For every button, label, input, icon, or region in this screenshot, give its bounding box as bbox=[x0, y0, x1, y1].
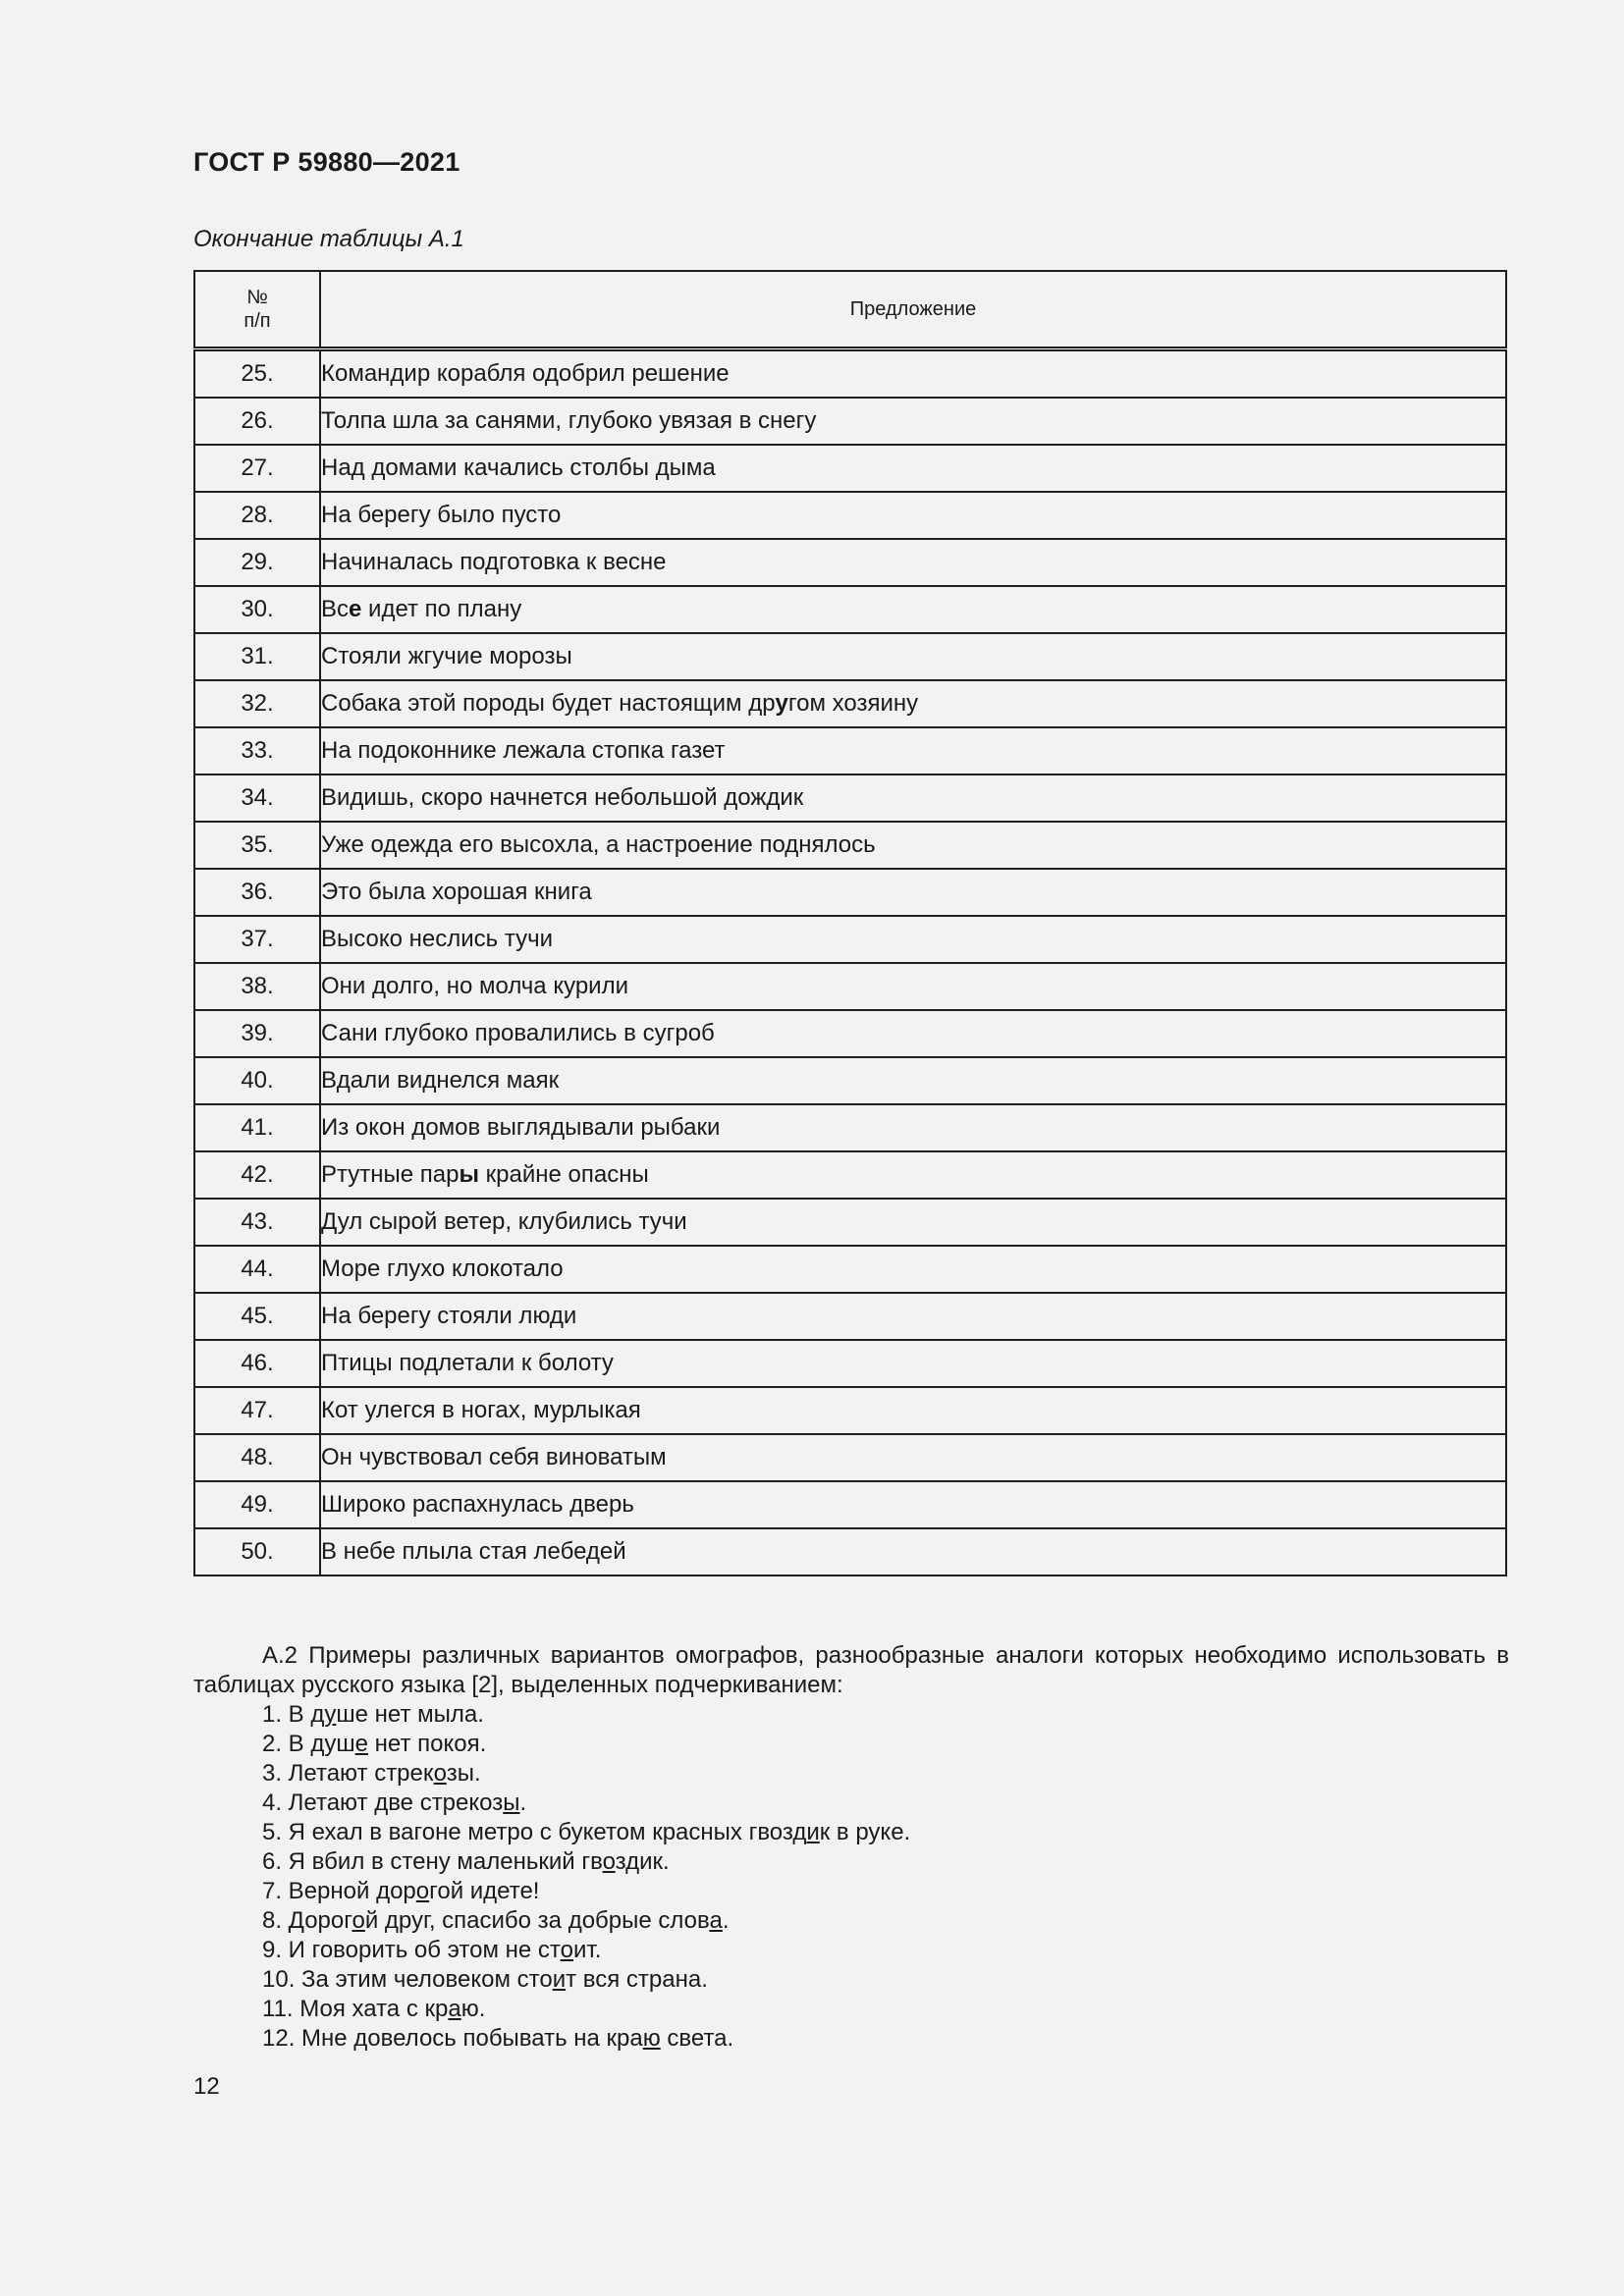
text-fragment: 11. Моя хата с кр bbox=[262, 1996, 449, 2022]
underlined-letter: о bbox=[560, 1937, 573, 1963]
underlined-letter: а bbox=[448, 1996, 461, 2022]
row-number: 33. bbox=[194, 727, 320, 774]
table-row bbox=[194, 916, 1506, 963]
underlined-letter: о bbox=[352, 1907, 365, 1934]
homograph-examples-list bbox=[193, 1700, 1509, 2054]
text-fragment: Начиналась подготовка к весне bbox=[321, 549, 667, 575]
row-sentence bbox=[320, 1481, 1506, 1528]
table-row bbox=[194, 1010, 1506, 1057]
row-sentence bbox=[320, 1293, 1506, 1340]
row-number: 25. bbox=[194, 349, 320, 399]
stressed-letter: е bbox=[349, 596, 362, 622]
row-number: 48. bbox=[194, 1434, 320, 1481]
document-code: ГОСТ Р 59880—2021 bbox=[193, 147, 460, 177]
row-number: 30. bbox=[194, 586, 320, 633]
table-row bbox=[194, 1481, 1506, 1528]
table-row bbox=[194, 1293, 1506, 1340]
text-fragment: Море глухо клокотало bbox=[321, 1255, 564, 1282]
row-number: 37. bbox=[194, 916, 320, 963]
row-number: 32. bbox=[194, 680, 320, 727]
stressed-letter: ы bbox=[459, 1161, 479, 1188]
row-sentence bbox=[320, 349, 1506, 399]
section-intro: А.2 Примеры различных вариантов омографов, разнообразные аналоги которых необходимо использовать в таблицах русского языка [2], выделенных подчеркиванием: bbox=[193, 1642, 1509, 1698]
table-caption: Окончание таблицы А.1 bbox=[193, 226, 464, 252]
table-row bbox=[194, 1104, 1506, 1151]
text-fragment: идет по плану bbox=[361, 596, 522, 622]
row-sentence bbox=[320, 1151, 1506, 1199]
page-number: 12 bbox=[193, 2073, 220, 2100]
row-sentence bbox=[320, 1104, 1506, 1151]
text-fragment: Видишь, скоро начнется небольшой дождик bbox=[321, 784, 804, 811]
sentences-table bbox=[193, 270, 1507, 1576]
table-row bbox=[194, 349, 1506, 399]
text-fragment: Они долго, но молча курили bbox=[321, 973, 628, 999]
text-fragment: 3. Летают стрек bbox=[262, 1760, 434, 1787]
table-row bbox=[194, 398, 1506, 445]
table-row bbox=[194, 1340, 1506, 1387]
row-sentence bbox=[320, 1434, 1506, 1481]
text-fragment: Стояли жгучие морозы bbox=[321, 643, 572, 669]
table-row bbox=[194, 1246, 1506, 1293]
row-sentence bbox=[320, 727, 1506, 774]
table-row bbox=[194, 1151, 1506, 1199]
stressed-letter: у bbox=[775, 690, 788, 717]
list-item bbox=[262, 1936, 1509, 1965]
text-fragment: т вся страна. bbox=[566, 1966, 708, 1993]
table-body bbox=[194, 349, 1506, 1576]
table-row bbox=[194, 822, 1506, 869]
table-row bbox=[194, 963, 1506, 1010]
row-sentence bbox=[320, 963, 1506, 1010]
row-number: 35. bbox=[194, 822, 320, 869]
row-number: 46. bbox=[194, 1340, 320, 1387]
row-sentence bbox=[320, 1010, 1506, 1057]
text-fragment: Из окон домов выглядывали рыбаки bbox=[321, 1114, 721, 1141]
row-number: 27. bbox=[194, 445, 320, 492]
row-sentence bbox=[320, 398, 1506, 445]
row-number: 50. bbox=[194, 1528, 320, 1575]
row-number: 36. bbox=[194, 869, 320, 916]
text-fragment: Широко распахнулась дверь bbox=[321, 1491, 634, 1518]
row-number: 47. bbox=[194, 1387, 320, 1434]
row-sentence bbox=[320, 1528, 1506, 1575]
text-fragment: Дул сырой ветер, клубились тучи bbox=[321, 1208, 687, 1235]
row-sentence bbox=[320, 1199, 1506, 1246]
text-fragment: Это была хорошая книга bbox=[321, 879, 592, 905]
table-row bbox=[194, 1387, 1506, 1434]
row-number: 26. bbox=[194, 398, 320, 445]
row-number: 34. bbox=[194, 774, 320, 822]
table-row bbox=[194, 1434, 1506, 1481]
text-fragment: На подоконнике лежала стопка газет bbox=[321, 737, 726, 764]
underlined-letter: и bbox=[806, 1819, 820, 1845]
text-fragment: Над домами качались столбы дыма bbox=[321, 454, 716, 481]
table-header-row bbox=[194, 271, 1506, 349]
text-fragment: Командир корабля одобрил решение bbox=[321, 360, 730, 387]
row-sentence bbox=[320, 539, 1506, 586]
list-item bbox=[262, 1906, 1509, 1936]
section-a2 bbox=[193, 1641, 1509, 2054]
text-fragment: 1. В д bbox=[262, 1701, 325, 1728]
text-fragment: . bbox=[722, 1907, 730, 1934]
text-fragment: й друг, спасибо за добрые слов bbox=[364, 1907, 710, 1934]
text-fragment: Кот улегся в ногах, мурлыкая bbox=[321, 1397, 641, 1423]
table-row bbox=[194, 727, 1506, 774]
text-fragment: зы. bbox=[446, 1760, 481, 1787]
text-fragment: крайне опасны bbox=[478, 1161, 649, 1188]
column-header-number bbox=[194, 271, 320, 349]
table-row bbox=[194, 1528, 1506, 1575]
list-item bbox=[262, 1700, 1509, 1730]
table-row bbox=[194, 633, 1506, 680]
text-fragment: В небе плыла стая лебедей bbox=[321, 1538, 626, 1565]
table-row bbox=[194, 680, 1506, 727]
underlined-letter: о bbox=[602, 1848, 616, 1875]
text-fragment: На берегу стояли люди bbox=[321, 1303, 577, 1329]
underlined-letter: е bbox=[354, 1731, 368, 1757]
text-fragment: 8. Дорог bbox=[262, 1907, 352, 1934]
number-abbrev: п/п bbox=[244, 310, 271, 332]
text-fragment: 6. Я вбил в стену маленький гв bbox=[262, 1848, 603, 1875]
number-sign: № bbox=[246, 287, 268, 308]
row-sentence bbox=[320, 774, 1506, 822]
row-sentence bbox=[320, 586, 1506, 633]
text-fragment: к в руке. bbox=[819, 1819, 911, 1845]
underlined-letter: а bbox=[709, 1907, 723, 1934]
table-row bbox=[194, 774, 1506, 822]
row-number: 41. bbox=[194, 1104, 320, 1151]
table-row bbox=[194, 539, 1506, 586]
row-number: 43. bbox=[194, 1199, 320, 1246]
underlined-letter: и bbox=[552, 1966, 567, 1993]
text-fragment: Вдали виднелся маяк bbox=[321, 1067, 560, 1094]
text-fragment: ше нет мыла. bbox=[336, 1701, 484, 1728]
text-fragment: нет покоя. bbox=[367, 1731, 487, 1757]
row-number: 28. bbox=[194, 492, 320, 539]
text-fragment: 9. И говорить об этом не ст bbox=[262, 1937, 561, 1963]
list-item bbox=[262, 1818, 1509, 1847]
row-sentence bbox=[320, 916, 1506, 963]
row-number: 40. bbox=[194, 1057, 320, 1104]
row-number: 39. bbox=[194, 1010, 320, 1057]
table-row bbox=[194, 1199, 1506, 1246]
row-number: 44. bbox=[194, 1246, 320, 1293]
text-fragment: гой идете! bbox=[429, 1878, 540, 1904]
row-sentence bbox=[320, 633, 1506, 680]
row-number: 42. bbox=[194, 1151, 320, 1199]
underlined-letter: ю bbox=[642, 2025, 661, 2052]
row-sentence bbox=[320, 1057, 1506, 1104]
text-fragment: 4. Летают две стрекоз bbox=[262, 1789, 504, 1816]
row-number: 29. bbox=[194, 539, 320, 586]
text-fragment: 7. Верной дор bbox=[262, 1878, 416, 1904]
underlined-letter: ы bbox=[503, 1789, 520, 1816]
row-sentence bbox=[320, 1340, 1506, 1387]
text-fragment: 5. Я ехал в вагоне метро с букетом красных гвозд bbox=[262, 1819, 807, 1845]
text-fragment: 2. В душ bbox=[262, 1731, 355, 1757]
text-fragment: гом хозяину bbox=[787, 690, 919, 717]
text-fragment: Уже одежда его высохла, а настроение поднялось bbox=[321, 831, 876, 858]
list-item bbox=[262, 1759, 1509, 1789]
row-sentence bbox=[320, 822, 1506, 869]
text-fragment: Он чувствовал себя виноватым bbox=[321, 1444, 667, 1470]
column-header-sentence: Предложение bbox=[320, 271, 1506, 349]
table-row bbox=[194, 869, 1506, 916]
list-item bbox=[262, 1965, 1509, 1995]
row-sentence bbox=[320, 492, 1506, 539]
table-row bbox=[194, 1057, 1506, 1104]
row-number: 45. bbox=[194, 1293, 320, 1340]
row-number: 49. bbox=[194, 1481, 320, 1528]
text-fragment: 12. Мне довелось побывать на кра bbox=[262, 2025, 643, 2052]
table-row bbox=[194, 445, 1506, 492]
text-fragment: Ртутные пар bbox=[321, 1161, 460, 1188]
text-fragment: ит. bbox=[573, 1937, 602, 1963]
list-item bbox=[262, 1730, 1509, 1759]
underlined-letter: о bbox=[433, 1760, 447, 1787]
text-fragment: . bbox=[519, 1789, 527, 1816]
text-fragment: света. bbox=[660, 2025, 734, 2052]
text-fragment: Собака этой породы будет настоящим др bbox=[321, 690, 776, 717]
row-sentence bbox=[320, 1387, 1506, 1434]
list-item bbox=[262, 1847, 1509, 1877]
text-fragment: Толпа шла за санями, глубоко увязая в снегу bbox=[321, 407, 817, 434]
text-fragment: Сани глубоко провалились в сугроб bbox=[321, 1020, 715, 1046]
list-item bbox=[262, 1995, 1509, 2024]
text-fragment: здик. bbox=[615, 1848, 670, 1875]
row-sentence bbox=[320, 680, 1506, 727]
list-item bbox=[262, 2024, 1509, 2054]
text-fragment: На берегу было пусто bbox=[321, 502, 562, 528]
row-sentence bbox=[320, 1246, 1506, 1293]
underlined-letter: у bbox=[324, 1701, 337, 1728]
text-fragment: Высоко неслись тучи bbox=[321, 926, 554, 952]
text-fragment: ю. bbox=[460, 1996, 486, 2022]
list-item bbox=[262, 1789, 1509, 1818]
underlined-letter: о bbox=[415, 1878, 430, 1904]
row-sentence bbox=[320, 869, 1506, 916]
row-number: 38. bbox=[194, 963, 320, 1010]
text-fragment: Птицы подлетали к болоту bbox=[321, 1350, 614, 1376]
table-row bbox=[194, 586, 1506, 633]
text-fragment: Вс bbox=[321, 596, 350, 622]
row-number: 31. bbox=[194, 633, 320, 680]
text-fragment: 10. За этим человеком сто bbox=[262, 1966, 553, 1993]
table-row bbox=[194, 492, 1506, 539]
row-sentence bbox=[320, 445, 1506, 492]
list-item bbox=[262, 1877, 1509, 1906]
